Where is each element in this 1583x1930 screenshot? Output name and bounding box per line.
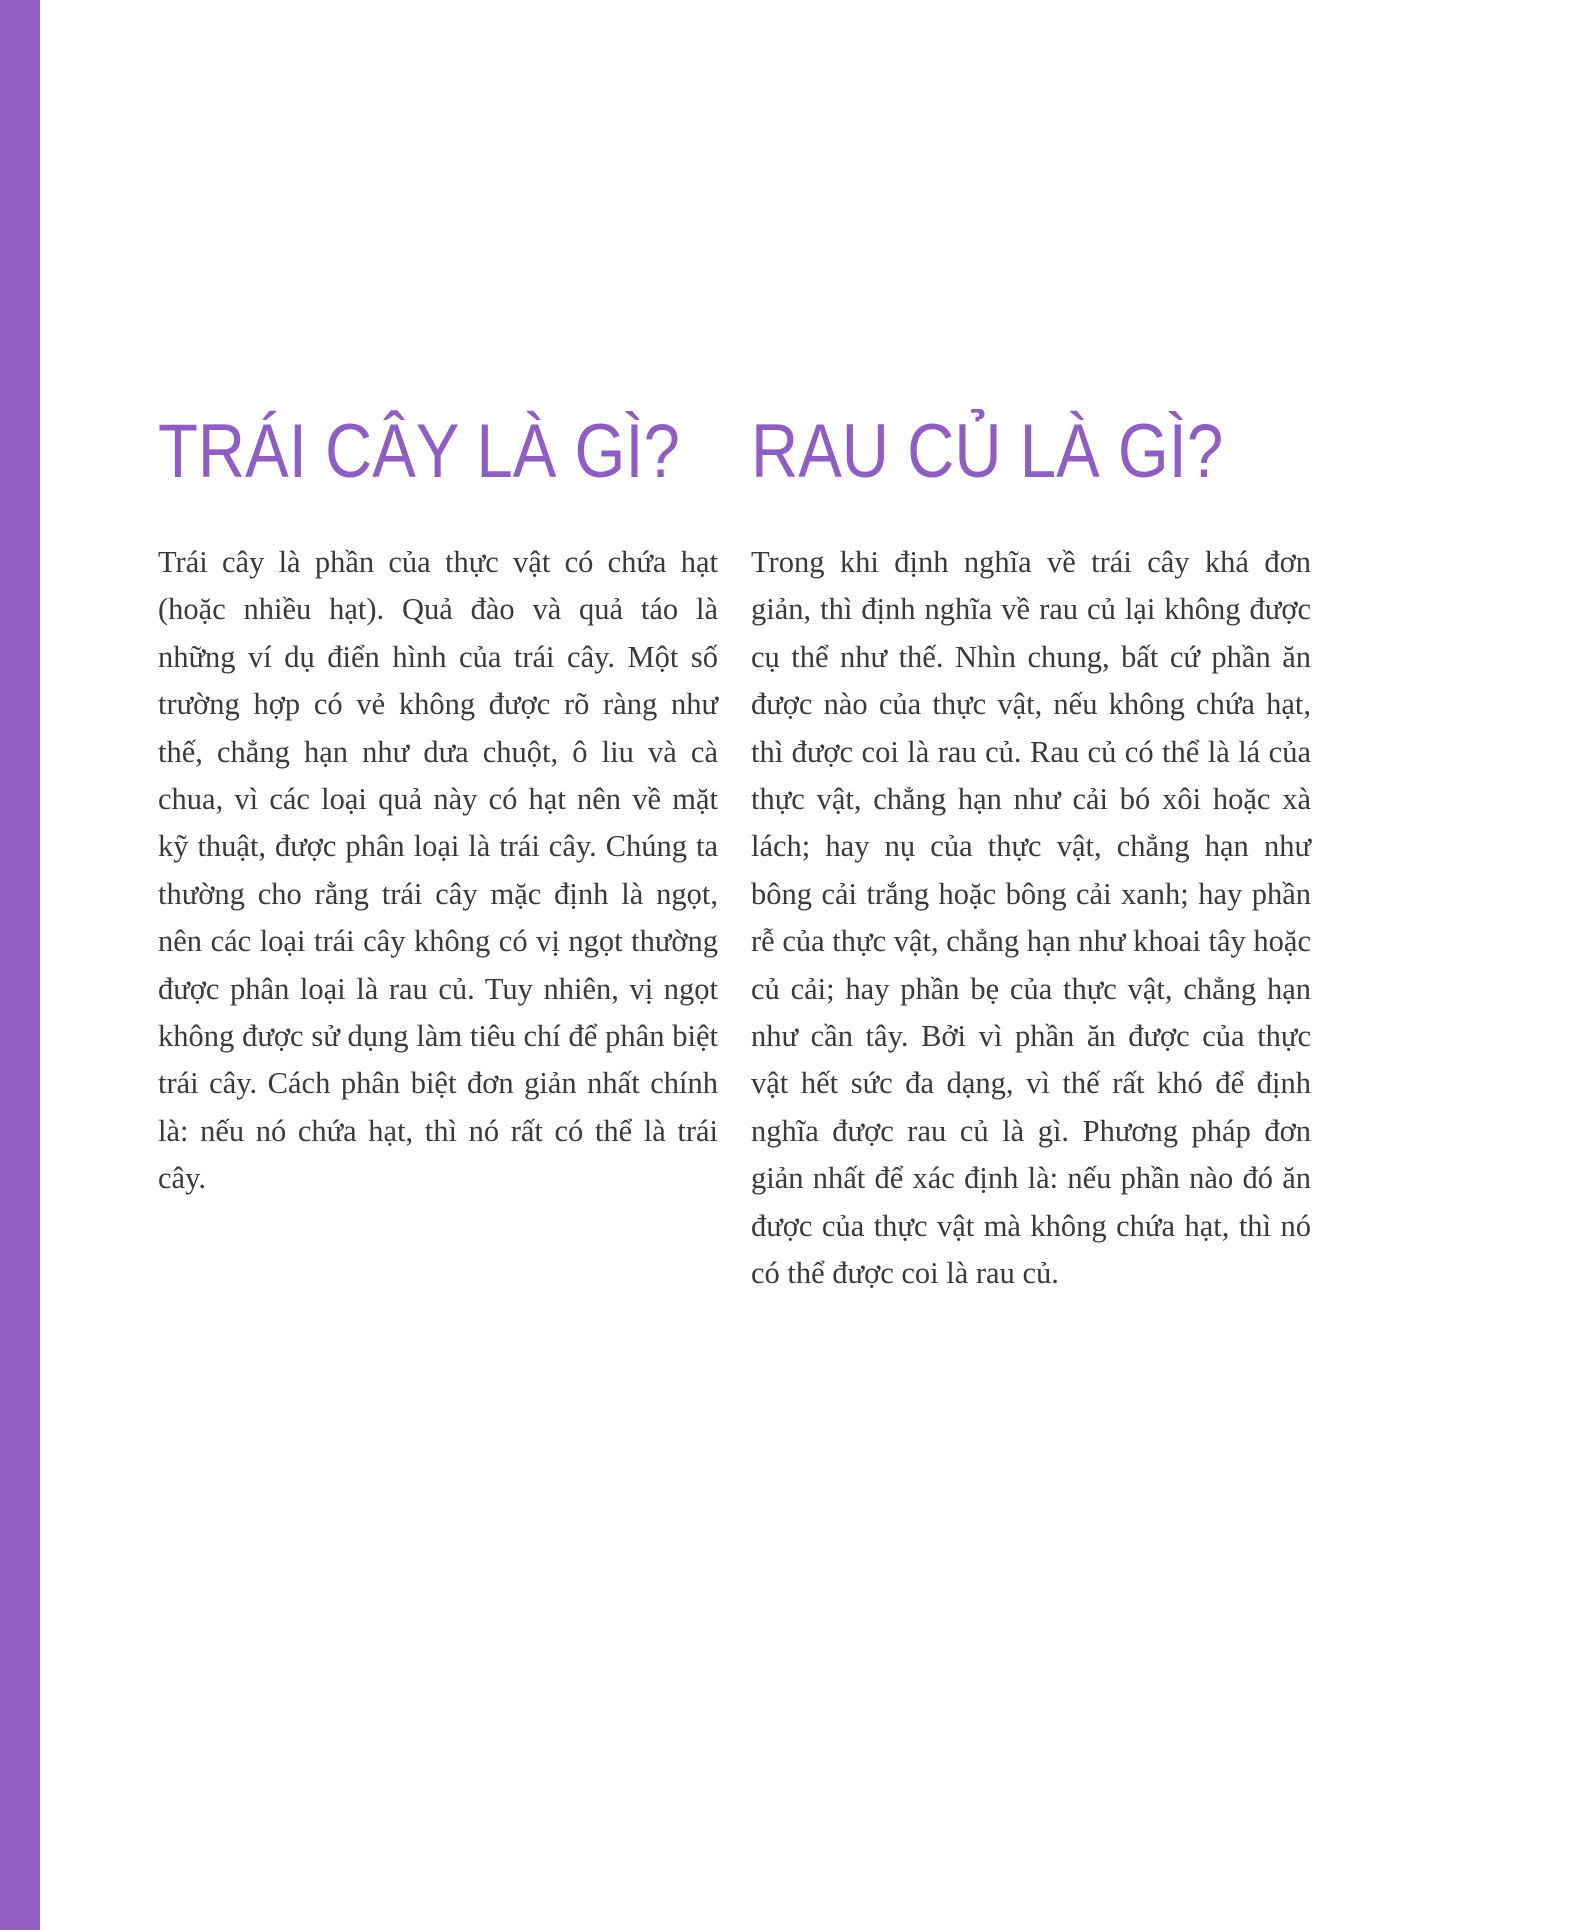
vegetable-section: [751, 409, 1311, 1298]
fruit-heading: TRÁI CÂY LÀ GÌ?: [158, 409, 680, 494]
fruit-body-text: Trái cây là phần của thực vật có chứa hạt (hoặc nhiều hạt). Quả đào và quả táo là những ví dụ điển hình của trái cây. Một số trường hợp có vẻ không được rõ ràng như thế, chẳng hạn như dưa chuột, ô liu và cà chua, vì các loại quả này có hạt nên về mặt kỹ thuật, được phân loại là trái cây. Chúng ta thường cho rằng trái cây mặc định là ngọt, nên các loại trái cây không có vị ngọt thường được phân loại là rau củ. Tuy nhiên, vị ngọt không được sử dụng làm tiêu chí để phân biệt trái cây. Cách phân biệt đơn giản nhất chính là: nếu nó chứa hạt, thì nó rất có thể là trái cây.: [158, 545, 718, 1196]
fruit-section: [158, 409, 718, 1203]
purple-side-bar: [0, 0, 40, 1930]
vegetable-body-text: Trong khi định nghĩa về trái cây khá đơn giản, thì định nghĩa về rau củ lại không được cụ thể như thế. Nhìn chung, bất cứ phần ăn được nào của thực vật, nếu không chứa hạt, thì được coi là rau củ. Rau củ có thể là lá của thực vật, chẳng hạn như cải bó xôi hoặc xà lách; hay nụ của thực vật, chẳng hạn như bông cải trắng hoặc bông cải xanh; hay phần rễ của thực vật, chẳng hạn như khoai tây hoặc củ cải; hay phần bẹ của thực vật, chẳng hạn như cần tây. Bởi vì phần ăn được của thực vật hết sức đa dạng, vì thế rất khó để định nghĩa được rau củ là gì. Phương pháp đơn giản nhất để xác định là: nếu phần nào đó ăn được của thực vật mà không chứa hạt, thì nó có thể được coi là rau củ.: [751, 545, 1311, 1291]
vegetable-heading: RAU CỦ LÀ GÌ?: [751, 409, 1224, 494]
